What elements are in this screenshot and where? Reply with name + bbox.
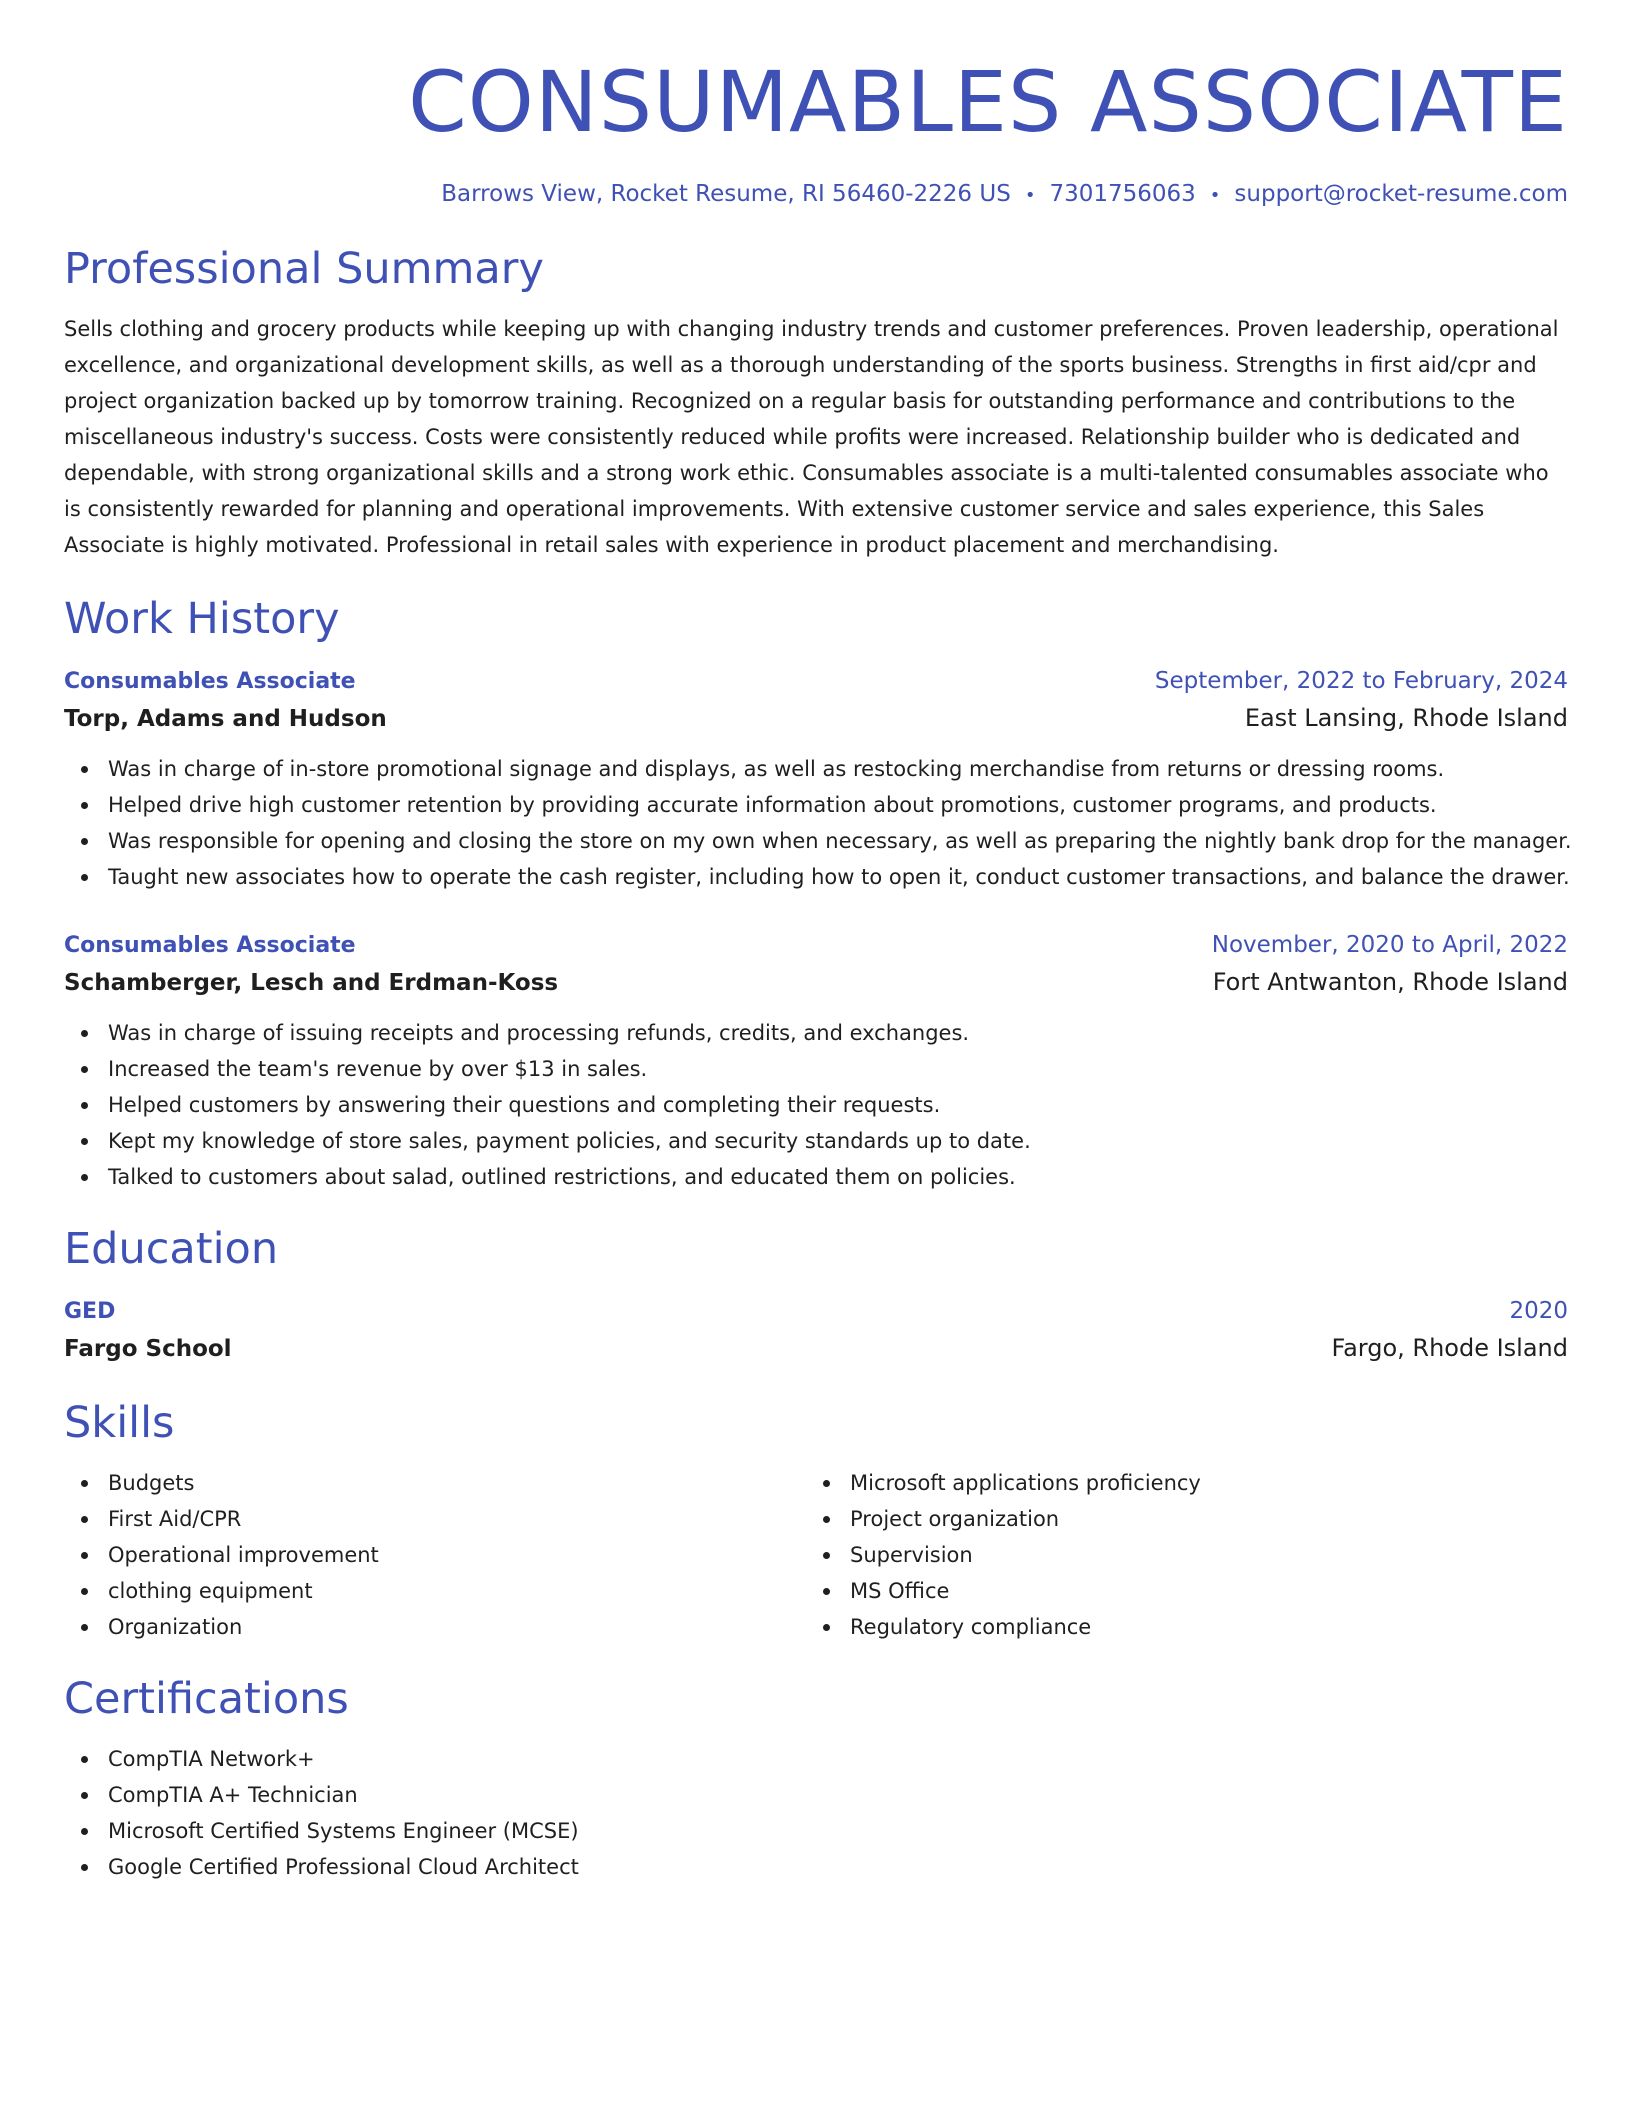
section-title-education: Education xyxy=(64,1224,279,1274)
certification-item: CompTIA Network+ xyxy=(64,1741,1568,1777)
job-bullet: Kept my knowledge of store sales, payment policies, and security standards up to date. xyxy=(64,1123,1568,1159)
job-entry xyxy=(64,925,1568,1195)
education-school: Fargo School xyxy=(64,1336,232,1362)
job-bullet: Taught new associates how to operate the cash register, including how to open it, conduct customer transactions, and balance the drawer. xyxy=(64,859,1568,895)
job-entry xyxy=(64,661,1572,895)
job-bullet: Was in charge of in-store promotional signage and displays, as well as restocking merchandise from returns or dressing rooms. xyxy=(64,751,1568,787)
job-bullet: Increased the team's revenue by over $13 in sales. xyxy=(64,1051,1568,1087)
summary-text: Sells clothing and grocery products while keeping up with changing industry trends and customer preferences. Proven leadership, operational excellence, and organizational development skills, as well as a thorough understanding of the sports business. Strengths in first aid/cpr and project organization backed up by tomorrow training. Recognized on a regular basis for outstanding performance and contributions to the miscellaneous industry's success. Costs were consistently reduced while profits were increased. Relationship builder who is dedicated and dependable, with strong organizational skills and a strong work ethic. Consumables associate is a multi-talented consumables associate who is consistently rewarded for planning and operational improvements. With extensive customer service and sales experience, this Sales Associate is highly motivated. Professional in retail sales with experience in product placement and merchandising. xyxy=(64,317,1559,557)
job-bullet: Helped drive high customer retention by providing accurate information about promotions, customer programs, and products. xyxy=(64,787,1568,823)
contact-phone: 7301756063 xyxy=(1049,181,1196,207)
contact-separator: • xyxy=(1209,185,1221,206)
skill-item: Operational improvement xyxy=(64,1537,806,1573)
job-dates: November, 2020 to April, 2022 xyxy=(1211,932,1568,958)
job-company-row xyxy=(64,962,1568,1003)
job-location: Fort Antwanton, Rhode Island xyxy=(1212,968,1568,996)
skill-item: Project organization xyxy=(806,1501,1548,1537)
resume-name: CONSUMABLES ASSOCIATE xyxy=(408,53,1568,151)
section-title-work-history: Work History xyxy=(64,594,340,644)
section-title-skills: Skills xyxy=(64,1398,175,1448)
job-company: Torp, Adams and Hudson xyxy=(64,706,387,732)
certification-item: CompTIA A+ Technician xyxy=(64,1777,1568,1813)
job-bullet: Talked to customers about salad, outlined restrictions, and educated them on policies. xyxy=(64,1159,1568,1195)
job-location: East Lansing, Rhode Island xyxy=(1244,704,1568,732)
job-company: Schamberger, Lesch and Erdman-Koss xyxy=(64,970,559,996)
section-title-summary: Professional Summary xyxy=(64,244,544,294)
skill-item: Budgets xyxy=(64,1465,806,1501)
job-bullet-list xyxy=(64,751,1572,895)
contact-separator: • xyxy=(1024,185,1036,206)
skills-list-left xyxy=(64,1465,806,1645)
certifications-list xyxy=(64,1741,1568,1885)
education-entry xyxy=(64,1291,1568,1369)
job-bullet: Was responsible for opening and closing the store on my own when necessary, as well as preparing the nightly bank drop for the manager. xyxy=(64,823,1568,859)
certification-item: Google Certified Professional Cloud Architect xyxy=(64,1849,1568,1885)
skill-item: Microsoft applications proficiency xyxy=(806,1465,1548,1501)
skill-item: Organization xyxy=(64,1609,806,1645)
education-year: 2020 xyxy=(1509,1298,1568,1324)
section-title-certifications: Certifications xyxy=(64,1674,349,1724)
skill-item: Supervision xyxy=(806,1537,1548,1573)
job-role: Consumables Associate xyxy=(64,933,356,958)
skills-list-right xyxy=(806,1465,1548,1645)
resume-page xyxy=(64,0,1572,1885)
education-degree: GED xyxy=(64,1299,116,1324)
job-dates: September, 2022 to February, 2024 xyxy=(1154,668,1568,694)
certification-item: Microsoft Certified Systems Engineer (MCSE) xyxy=(64,1813,1568,1849)
job-header-row xyxy=(64,925,1568,966)
skill-item: clothing equipment xyxy=(64,1573,806,1609)
contact-address: Barrows View, Rocket Resume, RI 56460-2226 US xyxy=(441,181,1011,207)
job-role: Consumables Associate xyxy=(64,669,356,694)
job-bullet-list xyxy=(64,1015,1568,1195)
education-header-row xyxy=(64,1291,1568,1332)
skill-item: Regulatory compliance xyxy=(806,1609,1548,1645)
skill-item: MS Office xyxy=(806,1573,1548,1609)
contact-email: support@rocket-resume.com xyxy=(1234,181,1568,207)
job-company-row xyxy=(64,698,1568,739)
job-header-row xyxy=(64,661,1568,702)
education-school-row xyxy=(64,1328,1568,1369)
job-bullet: Was in charge of issuing receipts and processing refunds, credits, and exchanges. xyxy=(64,1015,1568,1051)
job-bullet: Helped customers by answering their questions and completing their requests. xyxy=(64,1087,1568,1123)
skill-item: First Aid/CPR xyxy=(64,1501,806,1537)
skills-columns xyxy=(64,1465,1568,1645)
contact-line xyxy=(64,178,1568,212)
education-location: Fargo, Rhode Island xyxy=(1331,1334,1568,1362)
